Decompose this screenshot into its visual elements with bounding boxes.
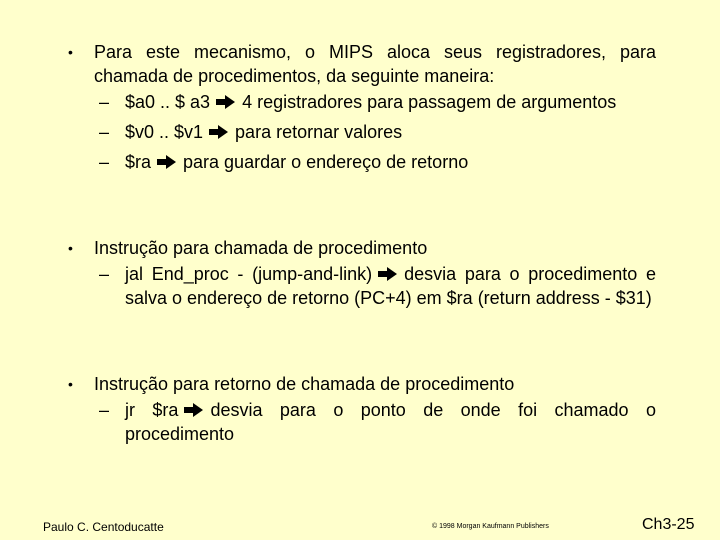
sub-item-post: desvia para o procedimento e salva o endereço de retorno (PC+4) em $ra (return address - $31) <box>125 264 657 308</box>
sub-item-pre: jal End_proc - (jump-and-link) <box>125 264 373 284</box>
right-arrow-icon <box>209 125 229 139</box>
footer-author: Paulo C. Centoducatte <box>43 520 164 534</box>
bullet-dot-icon: • <box>68 240 73 256</box>
sub-item-post: para retornar valores <box>235 122 403 142</box>
sub-item-post: para guardar o endereço de retorno <box>183 152 469 172</box>
sub-item-post: desvia para o ponto de onde foi chamado o procedimento <box>125 400 656 444</box>
bullet-dot-icon: • <box>68 44 73 60</box>
dash-marker: – <box>99 152 110 172</box>
dash-marker: – <box>99 92 110 112</box>
bullet-item <box>68 372 656 396</box>
bullet-block-3 <box>68 372 656 446</box>
bullet-dot-icon: • <box>68 376 73 392</box>
sub-item-post: 4 registradores para passagem de argumentos <box>242 92 617 112</box>
right-arrow-icon <box>378 267 398 281</box>
sub-item <box>68 90 656 114</box>
sub-item-pre: $a0 .. $ a3 <box>125 92 211 112</box>
sub-item <box>68 398 656 446</box>
sub-item-pre: jr $ra <box>125 400 179 420</box>
bullet-text: Para este mecanismo, o MIPS aloca seus registradores, para chamada de procedimentos, da seguinte maneira: <box>94 42 656 86</box>
bullet-block-1 <box>68 40 656 174</box>
bullet-block-2 <box>68 236 656 310</box>
bullet-item <box>68 236 656 260</box>
bullet-item <box>68 40 656 88</box>
bullet-text: Instrução para chamada de procedimento <box>94 238 428 258</box>
dash-marker: – <box>99 264 110 284</box>
footer-copyright: © 1998 Morgan Kaufmann Publishers <box>432 523 549 530</box>
dash-marker: – <box>99 122 110 142</box>
bullet-text: Instrução para retorno de chamada de procedimento <box>94 374 515 394</box>
sub-item <box>68 120 656 144</box>
sub-item <box>68 150 656 174</box>
sub-item <box>68 262 656 310</box>
right-arrow-icon <box>216 95 236 109</box>
sub-item-pre: $ra <box>125 152 152 172</box>
sub-item-pre: $v0 .. $v1 <box>125 122 204 142</box>
right-arrow-icon <box>157 155 177 169</box>
right-arrow-icon <box>184 403 204 417</box>
footer-page-number: Ch3-25 <box>642 516 695 533</box>
dash-marker: – <box>99 400 110 420</box>
